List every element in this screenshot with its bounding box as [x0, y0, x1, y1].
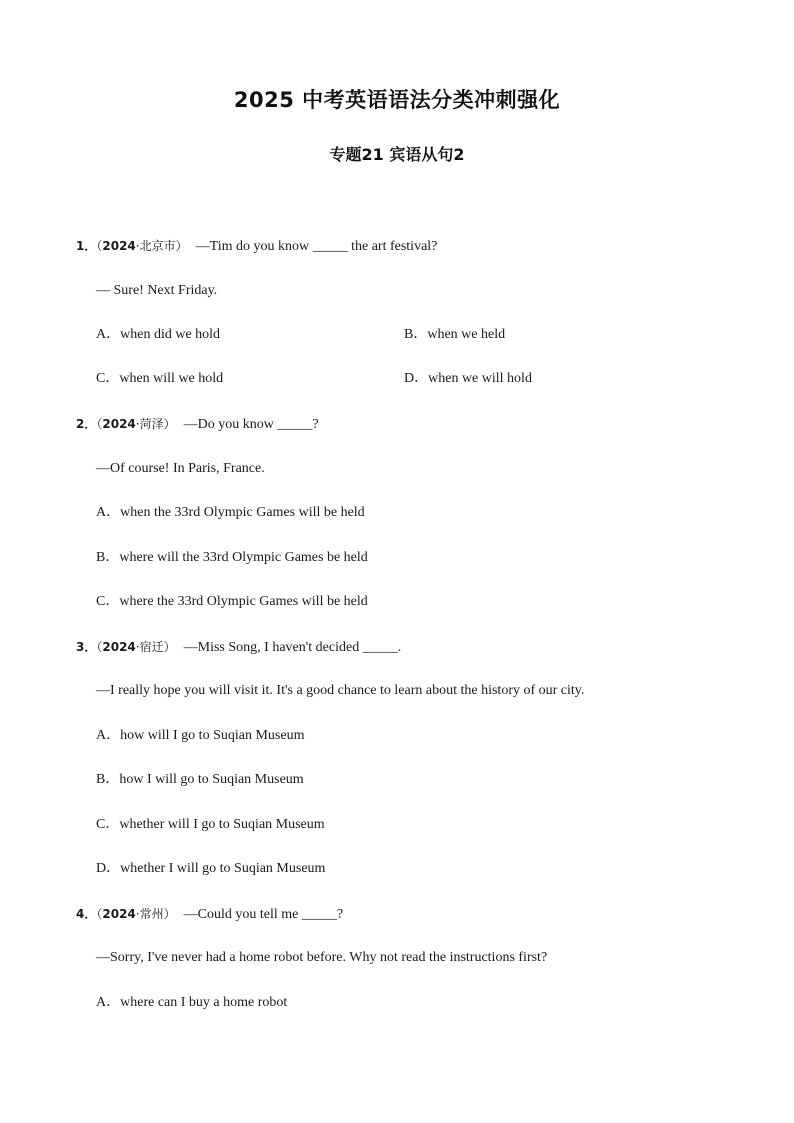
question-number: 2． — [76, 417, 97, 431]
question-3-option-b: B．how I will go to Suqian Museum — [96, 772, 304, 787]
question-number: 4． — [76, 907, 97, 921]
question-stem: —Miss Song, I haven't decided _____. — [183, 640, 402, 655]
question-3-stem-line — [76, 638, 401, 657]
question-source: （2024·北京市） — [96, 239, 188, 253]
question-number: 3． — [76, 640, 97, 654]
question-1-option-b: B．when we held — [404, 327, 506, 342]
question-1-option-d: D．when we will hold — [404, 371, 532, 386]
question-4-stem-line — [76, 905, 343, 924]
question-stem: —Do you know _____? — [183, 417, 319, 432]
question-2-option-c: C．where the 33rd Olympic Games will be held — [96, 594, 368, 609]
question-1-option-a: A．when did we hold — [96, 327, 221, 342]
question-source: （2024·宿迁） — [96, 640, 176, 654]
question-1-reply: — Sure! Next Friday. — [96, 283, 218, 298]
question-3-option-a: A．how will I go to Suqian Museum — [96, 728, 305, 743]
question-1-option-c: C．when will we hold — [96, 371, 224, 386]
question-stem: —Could you tell me _____? — [183, 907, 344, 922]
question-1-stem-line — [76, 237, 437, 256]
question-2-option-b: B．where will the 33rd Olympic Games be held — [96, 550, 368, 565]
question-number: 1． — [76, 239, 97, 253]
question-2-reply: —Of course! In Paris, France. — [96, 461, 265, 476]
question-2-stem-line — [76, 415, 319, 434]
question-source: （2024·菏泽） — [96, 417, 176, 431]
document-title: 2025 中考英语语法分类冲刺强化 — [233, 88, 561, 112]
question-2-option-a: A．when the 33rd Olympic Games will be held — [96, 505, 365, 520]
question-3-reply: —I really hope you will visit it. It's a good chance to learn about the history of our city. — [96, 683, 585, 698]
question-source: （2024·常州） — [96, 907, 176, 921]
question-stem: —Tim do you know _____ the art festival? — [195, 239, 438, 254]
question-3-option-d: D．whether I will go to Suqian Museum — [96, 861, 326, 876]
question-3-option-c: C．whether will I go to Suqian Museum — [96, 817, 325, 832]
question-4-reply: —Sorry, I've never had a home robot before. Why not read the instructions first? — [96, 950, 548, 965]
document-subtitle: 专题21 宾语从句2 — [329, 145, 465, 164]
question-4-option-a: A．where can I buy a home robot — [96, 995, 288, 1010]
